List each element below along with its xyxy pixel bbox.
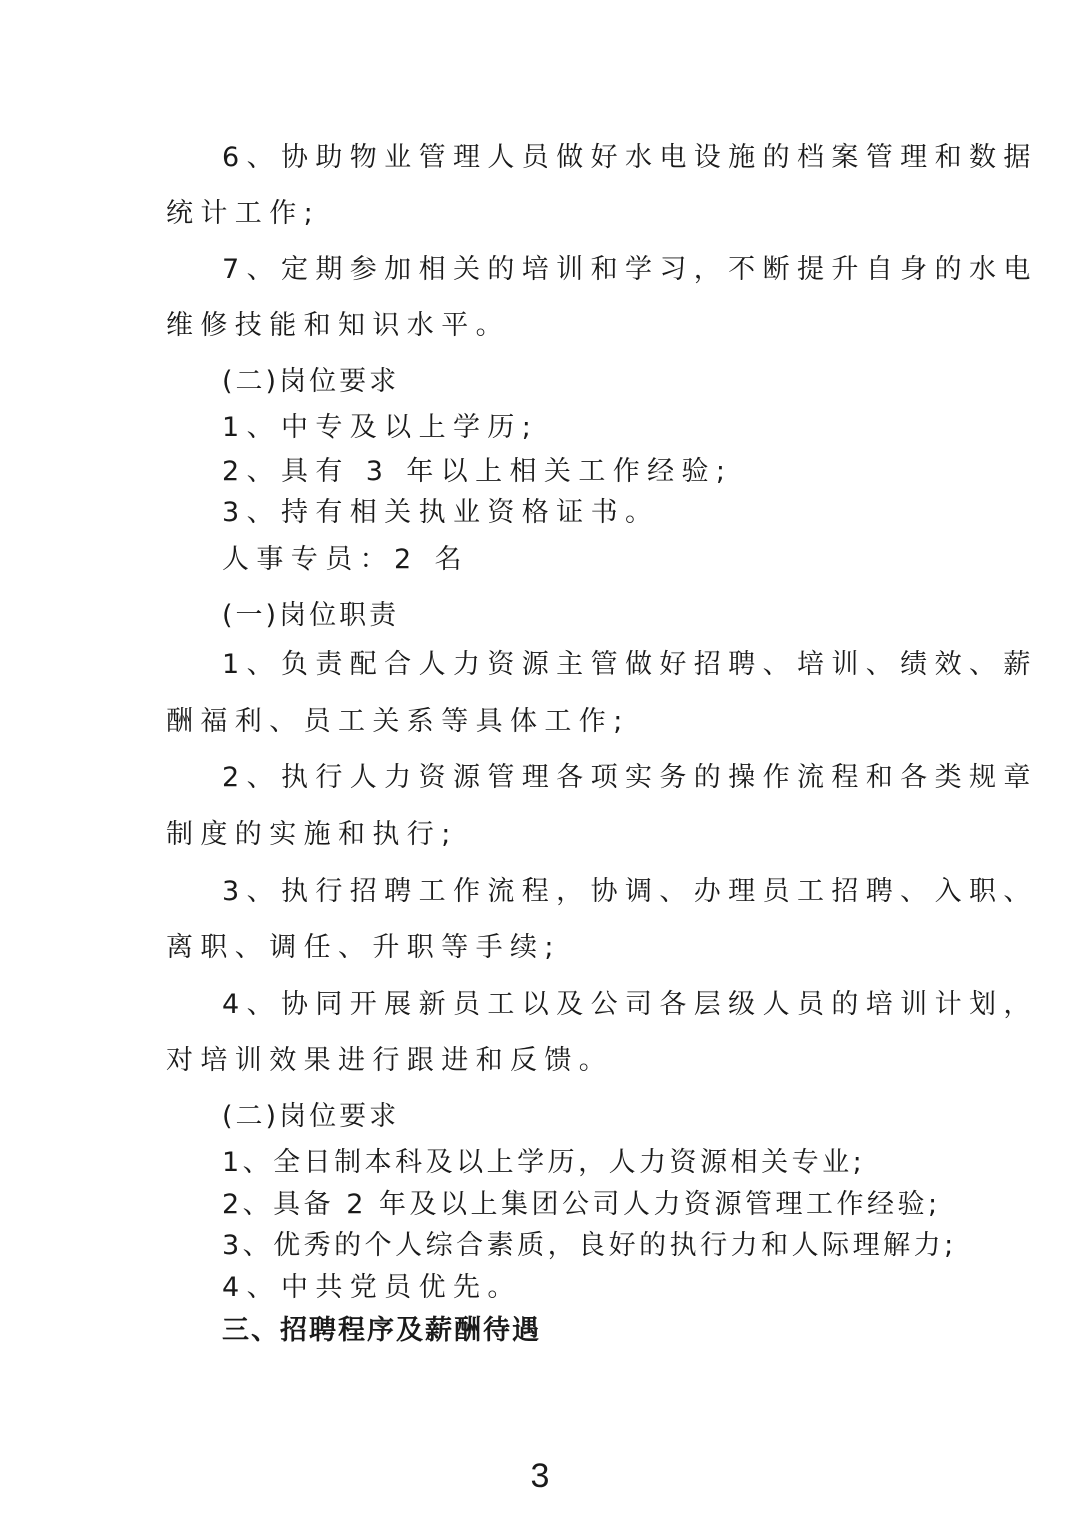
hr-duty-item-4: 4、协同开展新员工以及公司各层级人员的培训计划， — [222, 989, 1038, 1020]
duty-item-6-cont: 统计工作; — [166, 198, 321, 229]
requirement-item-2: 2、具有 3 年以上相关工作经验; — [222, 456, 733, 487]
duty-item-6: 6、协助物业管理人员做好水电设施的档案管理和数据 — [222, 142, 1038, 173]
hr-requirement-item-1: 1、全日制本科及以上学历，人力资源相关专业; — [222, 1147, 866, 1178]
page-number: 3 — [530, 1457, 550, 1495]
hr-requirement-item-4: 4、中共党员优先。 — [222, 1272, 522, 1303]
hr-requirement-item-2: 2、具备 2 年及以上集团公司人力资源管理工作经验; — [222, 1189, 941, 1220]
position-title-hr-specialist: 人事专员：2 名 — [222, 544, 469, 575]
duty-item-7-cont: 维修技能和知识水平。 — [166, 310, 510, 341]
hr-duty-item-3-cont: 离职、调任、升职等手续; — [166, 932, 561, 963]
requirement-item-3: 3、持有相关执业资格证书。 — [222, 497, 660, 528]
hr-duty-item-3: 3、执行招聘工作流程，协调、办理员工招聘、入职、 — [222, 876, 1038, 907]
section-heading-hr-requirements: (二)岗位要求 — [222, 1101, 400, 1132]
hr-requirement-item-3: 3、优秀的个人综合素质，良好的执行力和人际理解力; — [222, 1230, 957, 1261]
hr-duty-item-4-cont: 对培训效果进行跟进和反馈。 — [166, 1045, 614, 1076]
hr-duty-item-1-cont: 酬福利、员工关系等具体工作; — [166, 706, 630, 737]
section-heading-duties: (一)岗位职责 — [222, 600, 400, 631]
section-heading-recruitment-procedure: 三、招聘程序及薪酬待遇 — [222, 1315, 541, 1346]
section-heading-requirements: (二)岗位要求 — [222, 366, 400, 397]
requirement-item-1: 1、中专及以上学历; — [222, 412, 539, 443]
duty-item-7: 7、定期参加相关的培训和学习，不断提升自身的水电 — [222, 254, 1038, 285]
hr-duty-item-2-cont: 制度的实施和执行; — [166, 819, 458, 850]
hr-duty-item-1: 1、负责配合人力资源主管做好招聘、培训、绩效、薪 — [222, 649, 1038, 680]
hr-duty-item-2: 2、执行人力资源管理各项实务的操作流程和各类规章 — [222, 762, 1038, 793]
